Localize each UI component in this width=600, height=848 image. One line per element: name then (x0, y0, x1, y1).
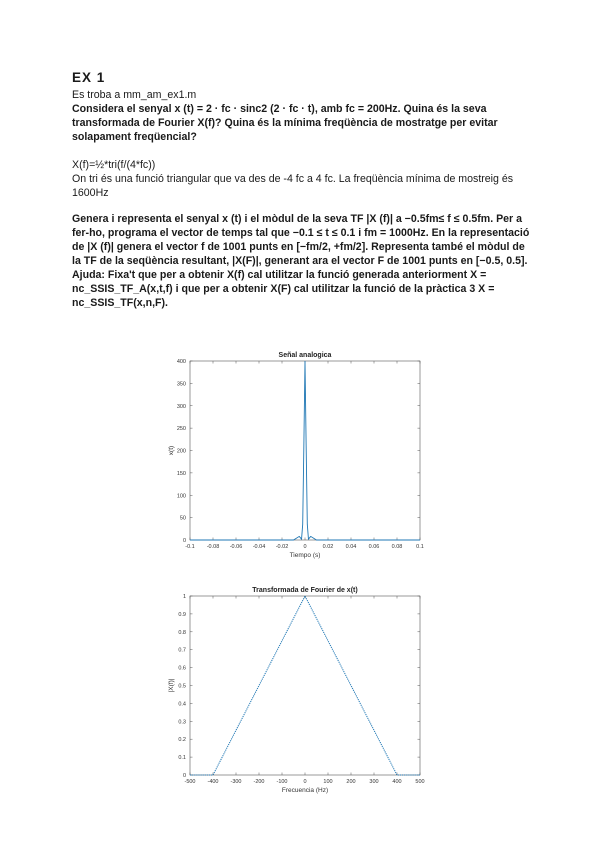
analog-signal-chart (160, 345, 440, 570)
x-tick-label: 0 (303, 544, 307, 550)
x-tick-label: 100 (323, 779, 333, 785)
y-tick-label: 0.4 (178, 701, 186, 708)
y-tick-label: 0 (182, 538, 186, 544)
y-tick-label: 200 (176, 448, 186, 455)
formula-line: X(f)=½*tri(f/(4*fc)) (72, 159, 156, 171)
y-tick-label: 50 (179, 515, 186, 522)
y-tick-label: 0.3 (178, 719, 186, 726)
x-tick-label: 400 (392, 779, 402, 785)
x-tick-label: -100 (276, 779, 288, 785)
x-tick-label: -300 (230, 779, 242, 785)
y-tick-label: 300 (176, 403, 186, 410)
y-tick-label: 0.5 (178, 683, 186, 690)
y-axis-label: |X(f)| (168, 678, 175, 693)
plot-area (190, 596, 420, 775)
x-tick-label: -0.02 (275, 544, 289, 550)
fourier-transform-chart (160, 580, 440, 805)
document-body (72, 70, 532, 310)
x-tick-label: 500 (415, 779, 425, 785)
x-tick-label: 0.08 (391, 544, 403, 550)
file-reference: Es troba a mm_am_ex1.m (72, 89, 197, 101)
y-tick-label: 1 (182, 594, 186, 600)
chart-title: Transformada de Fourier de x(t) (252, 587, 358, 594)
x-tick-label: -0.1 (185, 544, 195, 550)
y-tick-label: 350 (176, 381, 186, 388)
x-tick-label: 300 (369, 779, 379, 785)
y-tick-label: 0.8 (178, 629, 186, 636)
y-tick-label: 250 (176, 426, 186, 433)
x-tick-label: 0.02 (322, 544, 334, 550)
y-tick-label: 0.6 (178, 665, 186, 672)
x-tick-label: -400 (207, 779, 219, 785)
y-tick-label: 0.1 (178, 755, 186, 762)
x-tick-label: 0.06 (368, 544, 380, 550)
question-1: Considera el senyal x (t) = 2 · fc · sinc2 (2 · fc · t), amb fc = 200Hz. Quina és la seva transformada de Fourier X(f)? Quina és la mínima freqüència de mostratge per evitar solapament freqüencial? (72, 103, 498, 143)
x-tick-label: 0.1 (416, 544, 424, 550)
y-tick-label: 0.2 (178, 737, 186, 744)
x-tick-label: -200 (253, 779, 265, 785)
question-2: Genera i representa el senyal x (t) i el mòdul de la seva TF |X (f)| a −0.5fm≤ f ≤ 0.5fm. Per a fer-ho, programa el vector de temps tal que −0.1 ≤ t ≤ 0.1 i fm = 1000Hz. En la representació de |X (f)| genera el vector f de 1001 punts en [−fm/2, +fm/2]. Representa també el mòdul de la TF de la seqüència resultant, |X(F)|, generant ara el vector F de 1001 punts en [−0.5, 0.5]. Ajuda: Fixa't que per a obtenir X(f) cal utilitzar la funció generada anteriorment X = nc_SSIS_TF_A(x,t,f) i que per a obtenir X(F) cal utilitzar la funció de la pràctica 3 X = nc_SSIS_TF(x,n,F). (72, 213, 530, 309)
chart-title: Señal analogica (278, 352, 332, 359)
x-tick-label: -0.04 (252, 544, 266, 550)
y-tick-label: 0.9 (178, 611, 186, 618)
answer-1: On tri és una funció triangular que va des de -4 fc a 4 fc. La freqüència mínima de mostreig és 1600Hz (72, 173, 514, 199)
x-tick-label: 0.04 (345, 544, 357, 550)
exercise-title: EX 1 (72, 70, 106, 85)
x-tick-label: -0.06 (229, 544, 243, 550)
x-tick-label: -0.08 (206, 544, 220, 550)
x-axis-label: Frecuencia (Hz) (281, 787, 329, 794)
y-tick-label: 100 (176, 493, 186, 500)
x-tick-label: 200 (346, 779, 356, 785)
y-tick-label: 0.7 (178, 647, 186, 654)
y-tick-label: 400 (176, 359, 186, 365)
y-tick-label: 0 (182, 773, 186, 779)
x-tick-label: 0 (303, 779, 307, 785)
x-axis-label: Tiempo (s) (289, 552, 321, 559)
y-axis-label: x(t) (168, 445, 175, 456)
x-tick-label: -500 (184, 779, 196, 785)
y-tick-label: 150 (176, 470, 186, 477)
